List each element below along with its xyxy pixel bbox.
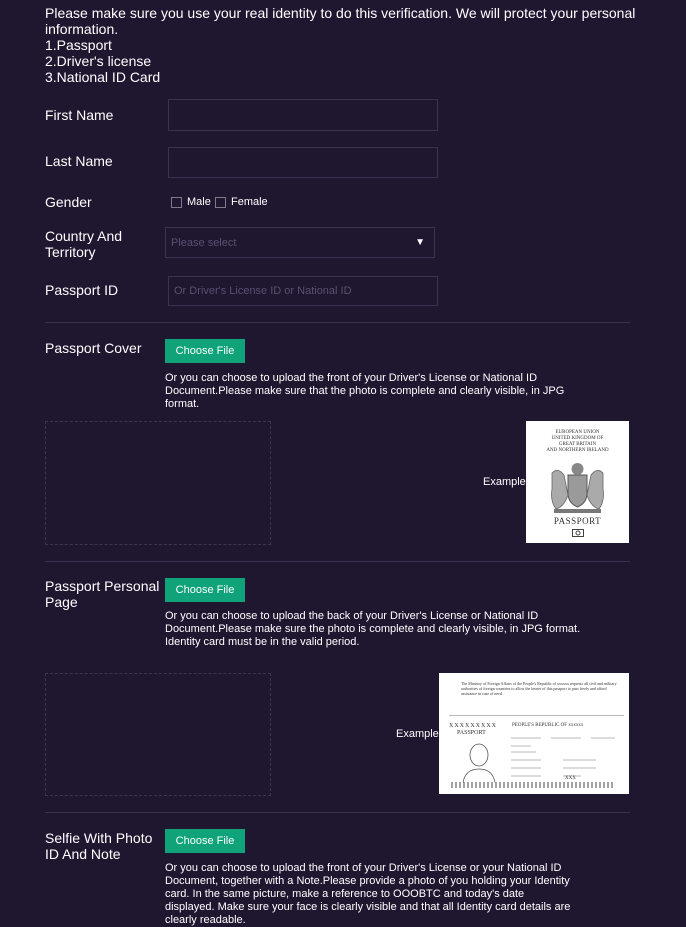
passport-personal-page-label: Passport Personal Page bbox=[45, 578, 160, 610]
page-country: PEOPLE'S REPUBLIC OF xxxxxx bbox=[512, 723, 584, 728]
doc-type-passport: 1.Passport bbox=[45, 37, 112, 53]
passport-cover-example-image bbox=[526, 421, 629, 543]
selfie-label: Selfie With Photo ID And Note bbox=[45, 830, 153, 862]
cover-passport-word: PASSPORT bbox=[553, 516, 602, 526]
gender-option-male[interactable] bbox=[171, 196, 211, 208]
holder-photo-icon bbox=[459, 739, 499, 783]
page-passport-word: PASSPORT bbox=[457, 730, 486, 736]
example-label: Example bbox=[396, 728, 439, 740]
choose-file-selfie-button[interactable]: Choose File bbox=[165, 829, 245, 853]
coat-of-arms-icon bbox=[546, 459, 609, 515]
notice-line: information. bbox=[45, 21, 119, 37]
section-divider bbox=[45, 322, 630, 323]
gender-option-female[interactable] bbox=[215, 196, 268, 208]
personal-instructions: Or you can choose to upload the back of your Driver's License or National ID Document.Please make sure the photo is complete and clearly visible, in JPG format. Identity card must be in the valid period. bbox=[165, 610, 581, 648]
male-checkbox[interactable] bbox=[171, 197, 182, 208]
page-code: XXXXXXXXX bbox=[449, 723, 497, 729]
passport-id-field[interactable] bbox=[168, 276, 438, 306]
section-divider bbox=[45, 561, 630, 562]
gender-label: Gender bbox=[45, 194, 92, 210]
passport-page-example-image bbox=[439, 673, 629, 794]
country-label: Country And Territory bbox=[45, 228, 123, 260]
doc-type-drivers-license: 2.Driver's license bbox=[45, 53, 152, 69]
country-select[interactable] bbox=[165, 227, 435, 258]
cover-instructions: Or you can choose to upload the front of your Driver's License or National ID Document.Please make sure that the photo is complete and clearly visible, in JPG format. bbox=[165, 372, 565, 410]
cover-text-line: AND NORTHERN IRELAND bbox=[546, 448, 609, 453]
page-mrz-code: XXX bbox=[565, 776, 576, 781]
cover-text-line: EUROPEAN UNION bbox=[555, 430, 600, 435]
biometric-chip-icon bbox=[572, 529, 584, 537]
doc-type-national-id: 3.National ID Card bbox=[45, 69, 161, 85]
first-name-label: First Name bbox=[45, 107, 114, 123]
passport-id-label: Passport ID bbox=[45, 282, 119, 298]
cover-text-line: UNITED KINGDOM OF bbox=[551, 436, 604, 441]
notice-line: Please make sure you use your real identity to do this verification. We will protect your personal bbox=[45, 5, 636, 21]
page-header-text: The Ministry of Foreign Affairs of the People's Republic of xxxxxx requests all civil and military authorities of foreign countries to allow the bearer of this passport to pass freely and afford assistance in case of need. bbox=[461, 681, 617, 696]
page-fold-line bbox=[449, 715, 624, 716]
personal-upload-area[interactable] bbox=[45, 673, 271, 796]
female-label: Female bbox=[231, 196, 268, 208]
last-name-field[interactable] bbox=[168, 147, 438, 178]
cover-text-line: GREAT BRITAIN bbox=[558, 442, 597, 447]
first-name-field[interactable] bbox=[168, 99, 438, 131]
section-divider bbox=[45, 812, 630, 813]
selfie-instructions: Or you can choose to upload the front of your Driver's License or your National ID Document, together with a Note.Please provide a photo of you holding your Identity card. In the same picture, make a reference to OOOBTC and today's date displayed. Make sure your face is clearly visible and that all Identity card details are clearly readable. bbox=[165, 862, 571, 926]
machine-readable-zone bbox=[451, 782, 613, 788]
passport-id-placeholder: Or Driver's License ID or National ID bbox=[174, 285, 352, 297]
last-name-label: Last Name bbox=[45, 153, 113, 169]
verification-notice bbox=[45, 5, 645, 85]
female-checkbox[interactable] bbox=[215, 197, 226, 208]
country-placeholder: Please select bbox=[171, 236, 237, 249]
personal-data-fields bbox=[511, 733, 616, 778]
male-label: Male bbox=[187, 196, 211, 208]
choose-file-personal-button[interactable]: Choose File bbox=[165, 578, 245, 602]
passport-cover-label: Passport Cover bbox=[45, 340, 142, 356]
example-label: Example bbox=[483, 476, 526, 488]
choose-file-cover-button[interactable]: Choose File bbox=[165, 339, 245, 363]
cover-upload-area[interactable] bbox=[45, 421, 271, 545]
chevron-down-icon: ▼ bbox=[415, 237, 425, 248]
